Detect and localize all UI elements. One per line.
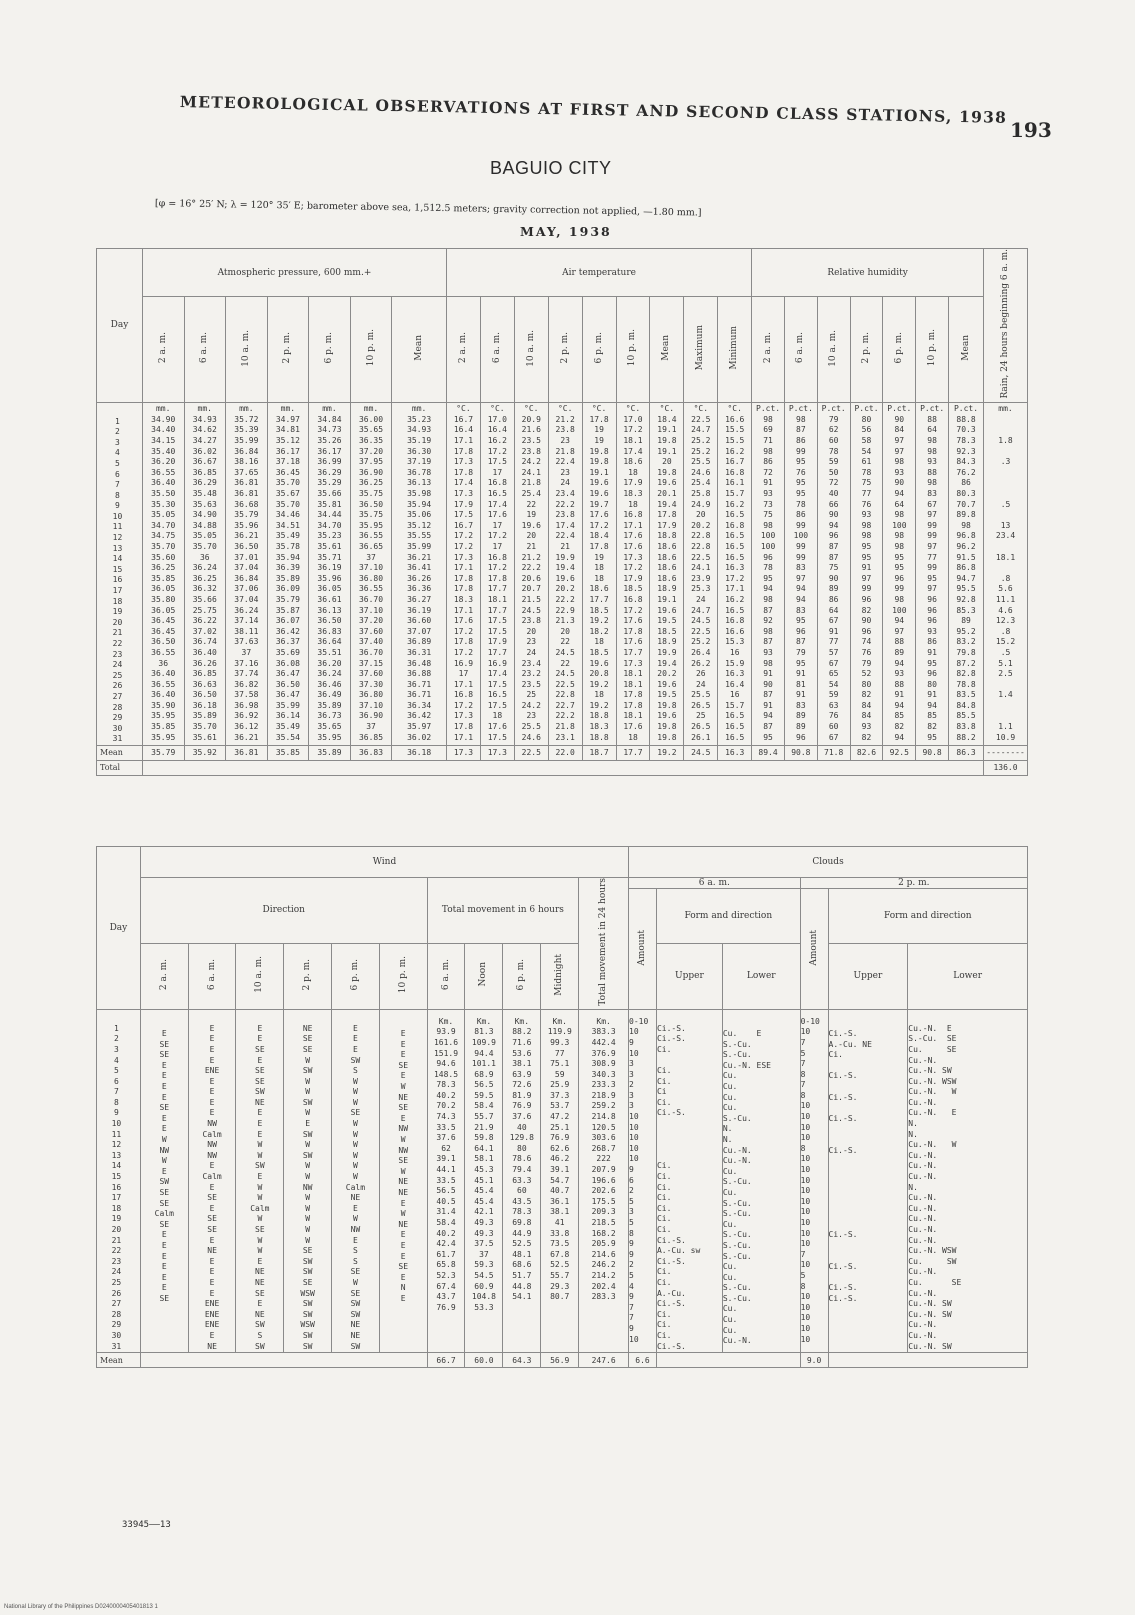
direction-header: Direction bbox=[140, 878, 427, 944]
pressure-column: mm. 35.72 35.39 35.99 36.84 38.16 37.65 36.81 36.81 36.68 35.79 35.96 36.21 36.50 37.01 37.04 36.84 37.06 37.04 36.24 37.14 38.11 37.63 37 37.16 37.74 36.82 37.58 36.98 36.92 36.12 36.21 bbox=[226, 402, 268, 745]
pressure-10am-header: 10 a. m. bbox=[226, 297, 268, 402]
humidity-column: P.ct. 98 69 71 98 86 72 91 93 73 75 98 100 100 96 78 95 94 98 87 92 98 87 93 98 91 90 87 91 94 87 95 bbox=[752, 402, 785, 745]
pressure-mean-header: Mean bbox=[392, 297, 447, 402]
am-amount-header: Amount bbox=[629, 889, 657, 1010]
mean-cell: 19.2 bbox=[650, 745, 684, 760]
am-form-header: Form and direction bbox=[656, 889, 800, 944]
temp-column: °C. 17.0 16.4 16.2 17.2 17.5 17 16.8 16.5 17.4 17.6 17 17.2 17 16.8 17.2 17.8 17.7 18.1 17.7 17.5 17.5 17.9 17.7 16.9 17.4 17.5 16.5 17.5 18 17.6 17.5 bbox=[480, 402, 514, 745]
movement-column: Km. 119.9 99.3 77 75.1 59 25.9 37.3 53.7 47.2 25.1 76.9 62.6 46.2 39.1 54.7 40.7 36.1 38.1 41 33.8 73.5 67.8 52.5 55.7 29.3 80.7 bbox=[541, 1009, 579, 1352]
pressure-6am-header: 6 a. m. bbox=[184, 297, 226, 402]
mean-row bbox=[97, 745, 1028, 760]
temp-column: °C. 21.2 23.8 23 21.8 22.4 23 24 23.4 22.2 23.8 17.4 22.4 21 19.9 19.4 19.6 20.2 22.2 22.9 21.3 20 22 24.5 22 24.5 22.5 22.8 22.7 22.2 21.8 23.1 bbox=[548, 402, 582, 745]
rain-column: mm. 1.8 .3 .5 13 23.4 18.1 .8 5.6 11.1 4.6 12.3 .8 15.2 .5 5.1 2.5 1.4 1.1 10.9 bbox=[984, 402, 1028, 745]
print-signature: 33945——13 bbox=[122, 1520, 171, 1530]
mean-cell: 35.85 bbox=[267, 745, 309, 760]
am-amount-column: 0-10 10 9 10 3 3 2 3 3 10 10 10 10 10 9 6 2 5 3 5 8 9 9 2 5 4 9 7 7 9 10 bbox=[629, 1009, 657, 1352]
mean-cell: -------- bbox=[984, 745, 1028, 760]
total-row-blank bbox=[142, 760, 983, 775]
mean-cell: 64.3 bbox=[503, 1353, 541, 1368]
am-lower-column: Cu. E S.-Cu. S.-Cu. Cu.-N. ESE Cu. Cu. Cu. Cu. S.-Cu. N. N. Cu.-N. Cu.-N. Cu. S.-Cu. Cu. S.-Cu. S.-Cu. Cu. S.-Cu. S.-Cu. S.-Cu. Cu. Cu. S.-Cu. S.-Cu. Cu. Cu. Cu. Cu.-N. bbox=[722, 1009, 800, 1352]
temp-2pm-header: 2 p. m. bbox=[548, 297, 582, 402]
humidity-column: P.ct. 98 87 86 99 95 76 95 95 78 86 99 100 99 99 83 97 94 94 83 95 96 87 79 95 91 81 91 83 89 89 96 bbox=[784, 402, 817, 745]
pm-lower-header: Lower bbox=[908, 943, 1028, 1009]
pm-amount-column: 0-10 10 7 5 7 8 7 8 10 10 10 10 8 10 10 10 10 10 10 10 10 10 7 10 5 8 10 10 10 10 10 bbox=[800, 1009, 828, 1352]
temp-column: °C. 20.9 21.6 23.5 23.8 24.2 24.1 21.8 25.4 22 19 19.6 20 21 21.2 22.2 20.6 20.7 21.5 24.5 23.8 20 23 24 23.4 23.2 23.5 25 24.2 23 25.5 24.6 bbox=[514, 402, 548, 745]
pressure-group-header: Atmospheric pressure, 600 mm.+ bbox=[142, 249, 446, 297]
mean-cell: 92.5 bbox=[883, 745, 916, 760]
pressure-6pm-header: 6 p. m. bbox=[309, 297, 351, 402]
humidity-column: P.ct. 79 62 60 78 59 50 72 40 66 90 94 96 87 87 75 90 89 86 64 67 91 77 57 67 65 54 59 63 76 60 67 bbox=[817, 402, 850, 745]
temp-6pm-header: 6 p. m. bbox=[582, 297, 616, 402]
temp-column: °C. 17.0 17.2 18.1 17.4 18.6 18 17.9 18.3 18 16.8 17.1 17.6 17.6 17.3 17.2 17.9 18.5 16.8 17.2 17.6 17.8 17.6 17.7 17.3 18.1 18.1 17.8 17.8 18.1 17.6 18 bbox=[616, 402, 650, 745]
mean-cell: 90.8 bbox=[916, 745, 949, 760]
mean-cell: 36.81 bbox=[226, 745, 268, 760]
dir-10pm-header: 10 p. m. bbox=[379, 943, 427, 1009]
pm-amount-header: Amount bbox=[800, 889, 828, 1010]
mean-cell: 60.0 bbox=[465, 1353, 503, 1368]
rain-total-cell: 136.0 bbox=[984, 760, 1028, 775]
mean-cell: 35.92 bbox=[184, 745, 226, 760]
temp-max-header: Maximum bbox=[684, 297, 718, 402]
mean-cell: 89.4 bbox=[752, 745, 785, 760]
pressure-2pm-header: 2 p. m. bbox=[267, 297, 309, 402]
pressure-column: mm. 34.84 34.73 35.26 36.17 36.99 36.29 35.29 35.66 35.81 34.44 34.70 35.23 35.61 35.71 36.19 35.96 36.05 36.61 36.13 36.50 36.83 36.64 35.51 36.20 36.24 36.46 36.49 35.89 36.73 35.65 35.95 bbox=[309, 402, 351, 745]
mean-cell: 71.8 bbox=[817, 745, 850, 760]
observations-table bbox=[96, 248, 1028, 776]
page-number: 193 bbox=[1010, 118, 1052, 142]
page-header: METEOROLOGICAL OBSERVATIONS AT FIRST AND SECOND CLASS STATIONS, 1938 bbox=[179, 92, 1008, 127]
humidity-mean-column: P.ct. 88.8 70.3 78.3 92.3 84.3 76.2 86 80.3 70.7 89.8 98 96.8 96.2 91.5 86.8 94.7 95.5 92.8 85.3 89 95.2 83.2 79.8 87.2 82.8 78.8 83.5 84.8 85.5 83.8 88.2 bbox=[949, 402, 984, 745]
dir-6am-header: 6 a. m. bbox=[188, 943, 236, 1009]
day-column: 1 2 3 4 5 6 7 8 9 10 11 12 13 14 15 16 17 18 19 20 21 22 23 24 25 26 27 28 29 30 31 bbox=[97, 1009, 141, 1352]
mean-cell: 9.0 bbox=[800, 1353, 828, 1368]
mean-cell: 18.7 bbox=[582, 745, 616, 760]
mean-row bbox=[97, 1353, 1028, 1368]
hum-6am-header: 6 a. m. bbox=[784, 297, 817, 402]
direction-column: E SE SE E E E E SE E E W NW W E SW SE SE Calm SE E E E E E E SE bbox=[140, 1009, 188, 1352]
pm-upper-column: Ci.-S. A.-Cu. NE Ci. Ci.-S. Ci.-S. Ci.-S. Ci.-S. Ci.-S. Ci.-S. Ci.-S. Ci.-S. bbox=[828, 1009, 908, 1352]
mean-row-label: Mean bbox=[97, 1353, 141, 1368]
mean-cell: 16.3 bbox=[718, 745, 752, 760]
direction-column: E E E E ENE E E E E NW Calm NW NW E Calm E SE E SE SE E NE E E E E ENE ENE ENE E NE bbox=[188, 1009, 236, 1352]
movement-column: Km. 93.9 161.6 151.9 94.6 148.5 78.3 40.2 70.2 74.3 33.5 37.6 62 39.1 44.1 33.5 56.5 40.5 31.4 58.4 40.2 42.4 61.7 65.8 52.3 67.4 43.7 76.9 bbox=[427, 1009, 465, 1352]
movement-column: Km. 88.2 71.6 53.6 38.1 63.9 72.6 81.9 76.9 37.6 40 129.8 80 78.6 79.4 63.3 60 43.5 78.3 69.8 44.9 52.5 48.1 68.6 51.7 44.8 54.1 bbox=[503, 1009, 541, 1352]
mean-cell: 17.3 bbox=[447, 745, 481, 760]
mean-cell: 35.79 bbox=[142, 745, 184, 760]
temp-column: °C. 16.7 16.4 17.1 17.8 17.3 17.8 17.4 17.3 17.9 17.5 16.7 17.2 17.2 17.3 17.1 17.8 17.8 18.3 17.1 17.6 17.2 17.8 17.2 16.9 17 17.1 16.8 17.2 17.3 17.8 17.1 bbox=[447, 402, 481, 745]
temp-mean-column: °C. 18.4 19.1 19.8 19.1 20 19.8 19.6 20.1 19.4 17.8 17.9 18.8 18.6 18.6 18.6 18.6 18.9 19.1 19.6 19.5 18.5 18.9 19.9 19.4 20.2 19.6 19.5 19.8 19.6 19.8 19.8 bbox=[650, 402, 684, 745]
humidity-column: P.ct. 90 84 97 97 98 93 90 94 64 98 100 98 98 95 95 96 99 98 100 94 97 88 89 94 93 88 91 94 85 82 94 bbox=[883, 402, 916, 745]
mean-cell: 36.83 bbox=[350, 745, 392, 760]
direction-column: E E E SW S W W W SE W W W W W W Calm NE E W NW E S S SE W SE SW SW NE NE SW bbox=[332, 1009, 380, 1352]
move-midnight-header: Midnight bbox=[541, 943, 579, 1009]
mean-cell: 24.5 bbox=[684, 745, 718, 760]
mean-cell: 66.7 bbox=[427, 1353, 465, 1368]
station-title: BAGUIO CITY bbox=[490, 158, 612, 178]
total-row-label: Total bbox=[97, 760, 143, 775]
dir-10am-header: 10 a. m. bbox=[236, 943, 284, 1009]
move-6pm-header: 6 p. m. bbox=[503, 943, 541, 1009]
mean-cell: 247.6 bbox=[579, 1353, 629, 1368]
pm-lower-column: Cu.-N. E S.-Cu. SE Cu. SE Cu.-N. Cu.-N. SW Cu.-N. WSW Cu.-N. W Cu.-N. Cu.-N. E N. N. Cu.-N. W Cu.-N. Cu.-N. Cu.-N. N. Cu.-N. Cu.-N. Cu.-N. Cu.-N. Cu.-N. Cu.-N. WSW Cu. SW Cu.-N. Cu. SE Cu.-N. Cu.-N. SW Cu.-N. SW Cu.-N. Cu.-N. Cu.-N. SW bbox=[908, 1009, 1028, 1352]
temperature-group-header: Air temperature bbox=[447, 249, 752, 297]
temp-10am-header: 10 a. m. bbox=[514, 297, 548, 402]
rain-header: Rain, 24 hours beginning 6 a. m. bbox=[984, 249, 1028, 403]
mean-cell: 17.7 bbox=[616, 745, 650, 760]
dir-2pm-header: 2 p. m. bbox=[284, 943, 332, 1009]
mean-blank bbox=[656, 1353, 800, 1368]
mean-cell: 86.3 bbox=[949, 745, 984, 760]
mean-cell: 56.9 bbox=[541, 1353, 579, 1368]
am-upper-header: Upper bbox=[656, 943, 722, 1009]
movement-column: Km. 81.3 109.9 94.4 101.1 68.9 56.5 59.5 58.4 55.7 21.9 59.8 64.1 58.1 45.3 45.1 45.4 45.4 42.1 49.3 49.3 37.5 37 59.3 54.5 60.9 104.8 53.3 bbox=[465, 1009, 503, 1352]
mean-cell: 22.0 bbox=[548, 745, 582, 760]
pressure-column: mm. 34.93 34.62 34.27 36.02 36.67 36.85 36.29 35.48 35.63 34.90 34.88 35.05 35.70 36 36.24 36.25 36.32 35.66 25.75 36.22 37.02 36.74 36.40 36.26 36.85 36.63 36.50 36.18 35.89 35.70 35.61 bbox=[184, 402, 226, 745]
mean-blank bbox=[140, 1353, 427, 1368]
pm-form-header: Form and direction bbox=[828, 889, 1027, 944]
pm-upper-header: Upper bbox=[828, 943, 908, 1009]
temp-min-column: °C. 16.6 15.5 15.5 16.2 16.7 16.8 16.1 15.7 16.2 16.5 16.8 16.5 16.5 16.5 16.3 17.2 17.1 16.2 16.5 16.8 16.6 15.3 16 15.9 16.3 16.4 16 15.7 16.5 16.5 16.5 bbox=[718, 402, 752, 745]
total24-header: Total movement in 24 hours bbox=[579, 878, 629, 1010]
library-footer: National Library of the Philippines D0240000405401813 1 bbox=[4, 1604, 158, 1610]
dir-2am-header: 2 a. m. bbox=[140, 943, 188, 1009]
temp-2am-header: 2 a. m. bbox=[447, 297, 481, 402]
total-row bbox=[97, 760, 1028, 775]
pressure-2am-header: 2 a. m. bbox=[142, 297, 184, 402]
mean-cell: 35.89 bbox=[309, 745, 351, 760]
humidity-group-header: Relative humidity bbox=[752, 249, 984, 297]
hum-2pm-header: 2 p. m. bbox=[850, 297, 883, 402]
pressure-10pm-header: 10 p. m. bbox=[350, 297, 392, 402]
am-lower-header: Lower bbox=[722, 943, 800, 1009]
mean-cell: 36.18 bbox=[392, 745, 447, 760]
temp-6am-header: 6 a. m. bbox=[480, 297, 514, 402]
pressure-column: mm. 36.00 35.65 36.35 37.20 37.95 36.90 36.25 35.75 36.50 35.75 35.95 36.55 36.65 37 37.10 36.80 36.55 36.70 37.10 37.20 37.60 37.40 36.70 37.15 37.60 37.30 36.80 37.10 36.90 37 36.85 bbox=[350, 402, 392, 745]
dir-6pm-header: 6 p. m. bbox=[332, 943, 380, 1009]
pressure-column: mm. 34.97 34.81 35.12 36.17 37.18 36.45 35.70 35.67 35.70 34.46 34.51 35.49 35.78 35.94 36.39 35.89 36.09 35.79 35.87 36.07 36.42 36.37 35.69 36.08 36.47 36.50 36.47 35.99 36.14 35.49 35.54 bbox=[267, 402, 309, 745]
direction-column: NE SE SE W SW W W SW W E SW W SW W W NW W W W W W SE SW SW SE WSW SW SW WSW SW SW bbox=[284, 1009, 332, 1352]
total24-column: Km. 383.3 442.4 376.9 308.9 340.3 233.3 218.9 259.2 214.8 120.5 303.6 268.7 222 207.9 196.6 202.6 175.5 209.3 218.5 168.2 205.9 214.6 246.2 214.2 202.4 283.3 bbox=[579, 1009, 629, 1352]
day-header: Day bbox=[97, 249, 143, 403]
pressure-mean-column: mm. 35.23 34.93 35.19 36.30 37.19 36.78 36.13 35.98 35.94 35.06 35.12 35.55 35.99 36.21 36.41 36.26 36.36 36.27 36.19 36.60 37.07 36.89 36.31 36.48 36.88 36.71 36.71 36.34 36.42 35.97 36.02 bbox=[392, 402, 447, 745]
hum-10am-header: 10 a. m. bbox=[817, 297, 850, 402]
clouds-group-header: Clouds bbox=[629, 847, 1028, 878]
temp-mean-header: Mean bbox=[650, 297, 684, 402]
move-6am-header: 6 a. m. bbox=[427, 943, 465, 1009]
temp-10pm-header: 10 p. m. bbox=[616, 297, 650, 402]
mean-cell: 90.8 bbox=[784, 745, 817, 760]
am-upper-column: Ci.-S. Ci.-S. Ci. Ci. Ci. Ci Ci. Ci.-S. Ci. Ci. Ci. Ci. Ci. Ci. Ci. Ci.-S. A.-Cu. sw Ci.-S. Ci. Ci. A.-Cu. Ci.-S. Ci. Ci. Ci. Ci.-S. bbox=[656, 1009, 722, 1352]
hum-10pm-header: 10 p. m. bbox=[916, 297, 949, 402]
am-clouds-header: 6 a. m. bbox=[629, 878, 801, 889]
mean-blank bbox=[828, 1353, 1027, 1368]
pressure-column: mm. 34.90 34.40 34.15 35.40 36.20 36.55 36.40 35.50 35.30 35.05 34.70 34.75 35.70 35.60 36.25 35.85 36.05 35.80 36.05 36.45 36.45 36.50 36.55 36 36.40 36.55 36.40 35.90 35.95 35.85 35.95 bbox=[142, 402, 184, 745]
temp-column: °C. 17.8 19 19 19.8 19.8 19.1 19.6 19.6 19.7 17.6 17.2 18.4 17.8 19 18 18 18.6 17.7 18.5 19.2 18.2 18 18.5 19.6 20.8 19.2 18 19.2 18.8 18.3 18.8 bbox=[582, 402, 616, 745]
month-title: MAY, 1938 bbox=[520, 224, 612, 239]
temp-max-column: °C. 22.5 24.7 25.2 25.2 25.5 24.6 25.4 25.8 24.9 20 20.2 22.8 22.8 22.5 24.1 23.9 25.3 24 24.7 24.5 22.5 25.2 26.4 26.2 26 24 25.5 26.5 25 26.5 26.1 bbox=[684, 402, 718, 745]
temp-min-header: Minimum bbox=[718, 297, 752, 402]
direction-column: E E E SE E W NE SE E NW W NW SE W NE NE E W NE E E E SE E N E bbox=[379, 1009, 427, 1352]
pm-clouds-header: 2 p. m. bbox=[800, 878, 1027, 889]
hum-mean-header: Mean bbox=[949, 297, 984, 402]
mean-cell: 6.6 bbox=[629, 1353, 657, 1368]
wind-clouds-table bbox=[96, 846, 1028, 1368]
mean-cell: 82.6 bbox=[850, 745, 883, 760]
mean-cell: 17.3 bbox=[480, 745, 514, 760]
day-column: 1 2 3 4 5 6 7 8 9 10 11 12 13 14 15 16 17 18 19 20 21 22 23 24 25 26 27 28 29 30 31 bbox=[97, 402, 143, 745]
hum-6pm-header: 6 p. m. bbox=[883, 297, 916, 402]
mean-row-label: Mean bbox=[97, 745, 143, 760]
hum-2am-header: 2 a. m. bbox=[752, 297, 785, 402]
day-header: Day bbox=[97, 847, 141, 1010]
movement-header: Total movement in 6 hours bbox=[427, 878, 579, 944]
direction-column: E E SE E SE SE SW NE E E E W W SW E W W Calm W SE W W E NE NE SE E NE SW S SW bbox=[236, 1009, 284, 1352]
humidity-column: P.ct. 88 64 98 98 93 88 98 83 67 97 99 99 97 77 99 95 97 96 96 96 93 86 91 95 96 80 91 94 85 82 95 bbox=[916, 402, 949, 745]
humidity-column: P.ct. 80 56 58 54 61 78 75 77 76 93 98 98 95 95 91 97 99 96 82 90 96 74 76 79 52 80 82 84 84 93 82 bbox=[850, 402, 883, 745]
mean-cell: 22.5 bbox=[514, 745, 548, 760]
move-noon-header: Noon bbox=[465, 943, 503, 1009]
wind-group-header: Wind bbox=[140, 847, 628, 878]
station-coordinates: [φ = 16° 25′ N; λ = 120° 35′ E; barometer above sea, 1,512.5 meters; gravity correction not applied, —1.80 mm.] bbox=[154, 198, 702, 219]
